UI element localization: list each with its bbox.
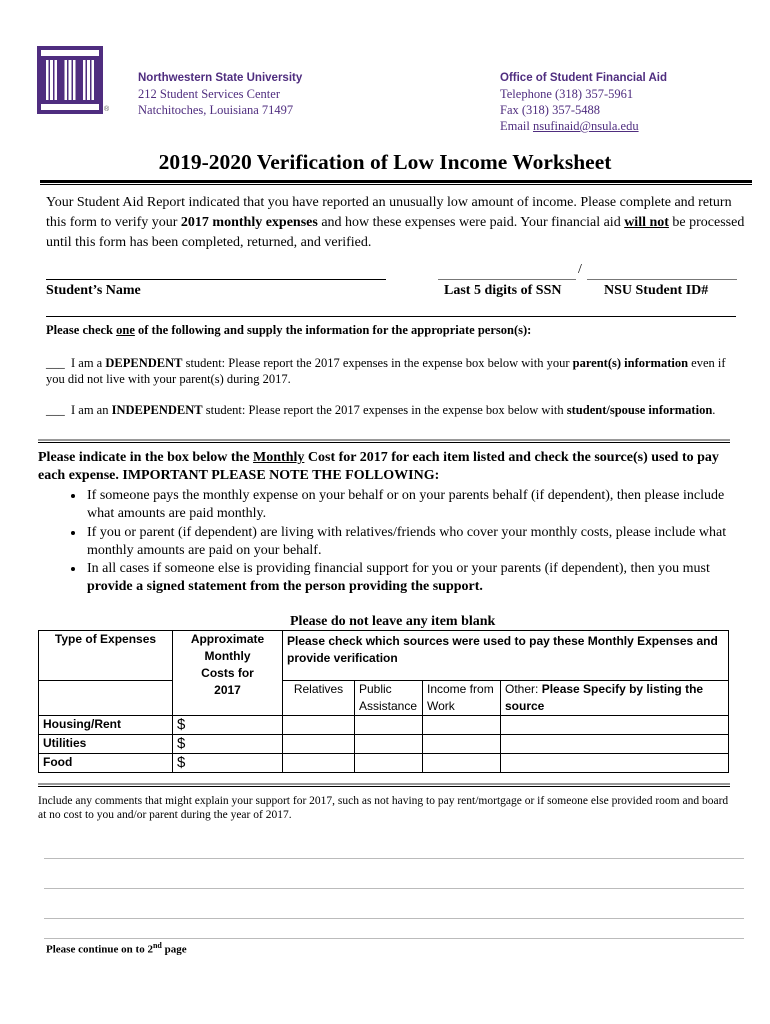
expense-table: [38, 630, 729, 773]
telephone: Telephone (318) 357-5961: [500, 87, 634, 101]
public-check[interactable]: [355, 716, 423, 735]
comment-line-3[interactable]: [44, 918, 744, 919]
dep-bold-2: parent(s) information: [572, 356, 689, 370]
sub-relatives: [283, 681, 355, 716]
university-name: Northwestern State University: [138, 72, 303, 84]
ind-mid: student: Please report the 2017 expenses in the expense box below with: [202, 403, 567, 417]
continue-note: [46, 941, 187, 956]
email-prefix: Email: [500, 119, 533, 133]
check-one: one: [116, 323, 135, 337]
income-check[interactable]: [423, 754, 501, 773]
table-row: [39, 735, 729, 754]
sub-other-text: Other:: [505, 682, 542, 696]
public-check[interactable]: [355, 754, 423, 773]
sub-income-text: Income from Work: [427, 682, 494, 713]
email-link[interactable]: nsufinaid@nsula.edu: [532, 119, 639, 133]
header-type-text: Type of Expenses: [54, 632, 157, 646]
check-instruction: [46, 322, 531, 338]
cost-input[interactable]: $: [173, 716, 283, 735]
header-cost-text: Approximate Monthly Costs for 2017: [190, 632, 265, 697]
fax: Fax (318) 357-5488: [500, 103, 600, 117]
instr-monthly: Monthly: [253, 450, 305, 465]
header-type-blank: [39, 681, 173, 716]
student-name-field[interactable]: [46, 279, 386, 280]
intro-text-2: and how these expenses were paid. Your financial aid: [317, 215, 625, 230]
other-input[interactable]: [501, 735, 729, 754]
bullet-3: [85, 560, 730, 597]
header-sources: [283, 631, 729, 681]
address-line-2: Natchitoches, Louisiana 71497: [138, 103, 294, 117]
check-text-1: Please check: [46, 323, 117, 337]
income-check[interactable]: [423, 735, 501, 754]
sub-public: [355, 681, 423, 716]
email-line: [500, 118, 667, 134]
dependent-checkbox[interactable]: ___: [46, 356, 65, 370]
instr-h1: Please indicate in the box below the: [38, 450, 254, 465]
sub-income: [423, 681, 501, 716]
dep-mid: student: Please report the 2017 expenses in the expense box below with your: [182, 356, 573, 370]
table-divider: [38, 783, 730, 787]
row-label: Utilities: [39, 735, 173, 754]
other-input[interactable]: [501, 716, 729, 735]
student-name-label: Student’s Name: [46, 283, 141, 298]
bullet-1: • If someone pays the monthly expense on your behalf or on your parents behalf (if dependent), then please include what amounts are paid monthly.: [85, 487, 730, 524]
intro-bold-1: 2017 monthly expenses: [180, 215, 318, 230]
other-input[interactable]: [501, 754, 729, 773]
university-address: [138, 70, 302, 118]
comment-line-4[interactable]: [44, 938, 744, 939]
ind-pre: I am an: [71, 403, 112, 417]
table-row: [39, 716, 729, 735]
dep-post: even if you did not live with your parent(s) during 2017.: [46, 356, 726, 386]
university-logo: [37, 46, 103, 114]
comment-line-2[interactable]: [44, 888, 744, 889]
office-name: Office of Student Financial Aid: [500, 72, 667, 84]
bullet-3-text: In all cases if someone else is providing financial support for you or your parents (if dependent), then you must: [87, 561, 710, 577]
header-sources-text: Please check which sources were used to pay these Monthly Expenses and provide verification: [287, 634, 718, 665]
relatives-check[interactable]: [283, 735, 355, 754]
dep-bold: DEPENDENT: [105, 356, 183, 370]
header-cost: [173, 631, 283, 716]
bullet-2: • If you or parent (if dependent) are living with relatives/friends who cover your monthly costs, please include what monthly amounts are paid on your behalf.: [85, 524, 730, 561]
intro-text-3: be processed until this form has been completed, returned, and verified.: [46, 215, 745, 250]
student-id-field[interactable]: [587, 279, 737, 280]
intro-bold-2: will not: [624, 215, 669, 230]
relatives-check[interactable]: [283, 716, 355, 735]
intro-text-1: Your Student Aid Report indicated that you have reported an unusually low amount of income. Please complete and return this form to verify your: [46, 195, 732, 230]
row-label: Food: [39, 754, 173, 773]
comment-line-1[interactable]: [44, 858, 744, 859]
header-type: [39, 631, 173, 681]
footer-post: page: [161, 943, 187, 956]
student-id-label: NSU Student ID#: [604, 283, 709, 298]
office-contact: [500, 70, 667, 134]
sub-relatives-text: Relatives: [293, 682, 344, 696]
instr-h2: Cost for 2017 for each item listed and check the source(s) used to pay each expense. IMPORTANT PLEASE NOTE THE FOLLOWING:: [38, 450, 719, 483]
bullet-3-bold: provide a signed statement from the person providing the support.: [87, 579, 483, 595]
public-check[interactable]: [355, 735, 423, 754]
footer-sup: nd: [152, 941, 162, 950]
table-row: [39, 754, 729, 773]
table-caption: Please do not leave any item blank: [290, 614, 496, 629]
sub-other-bold: Please Specify by listing the source: [505, 682, 704, 713]
section-rule: [46, 316, 736, 317]
field-slash: /: [578, 262, 582, 277]
intro-paragraph: [46, 193, 746, 253]
comments-instruction: Include any comments that might explain your support for 2017, such as not having to pay rent/mortgage or if someone else provided room and board at no cost to you and/or parent during the year of 2017.: [38, 795, 729, 821]
dep-pre: I am a: [71, 356, 106, 370]
relatives-check[interactable]: [283, 754, 355, 773]
check-divider: [38, 439, 730, 443]
instructions-heading: [38, 449, 738, 485]
address-line-1: 212 Student Services Center: [138, 87, 280, 101]
page-title: 2019-2020 Verification of Low Income Worksheet: [158, 150, 612, 174]
row-label: Housing/Rent: [39, 716, 173, 735]
cost-input[interactable]: $: [173, 754, 283, 773]
sub-other: [501, 681, 729, 716]
ind-post: .: [712, 403, 716, 417]
dependent-option: [46, 355, 736, 387]
title-divider: [40, 180, 752, 185]
income-check[interactable]: [423, 716, 501, 735]
ind-bold-2: student/spouse information: [566, 403, 713, 417]
check-text-2: of the following and supply the information for the appropriate person(s):: [134, 323, 532, 337]
sub-public-text: Public Assistance: [359, 682, 418, 713]
independent-option: [46, 402, 736, 418]
ind-bold: INDEPENDENT: [111, 403, 203, 417]
cost-input[interactable]: $: [173, 735, 283, 754]
independent-checkbox[interactable]: ___: [46, 403, 65, 417]
footer-pre: Please continue on to 2: [46, 943, 153, 956]
ssn-field[interactable]: [438, 279, 576, 280]
ssn-label: Last 5 digits of SSN: [444, 283, 562, 298]
registered-mark: ®: [104, 106, 110, 113]
instructions-list: [40, 487, 730, 597]
